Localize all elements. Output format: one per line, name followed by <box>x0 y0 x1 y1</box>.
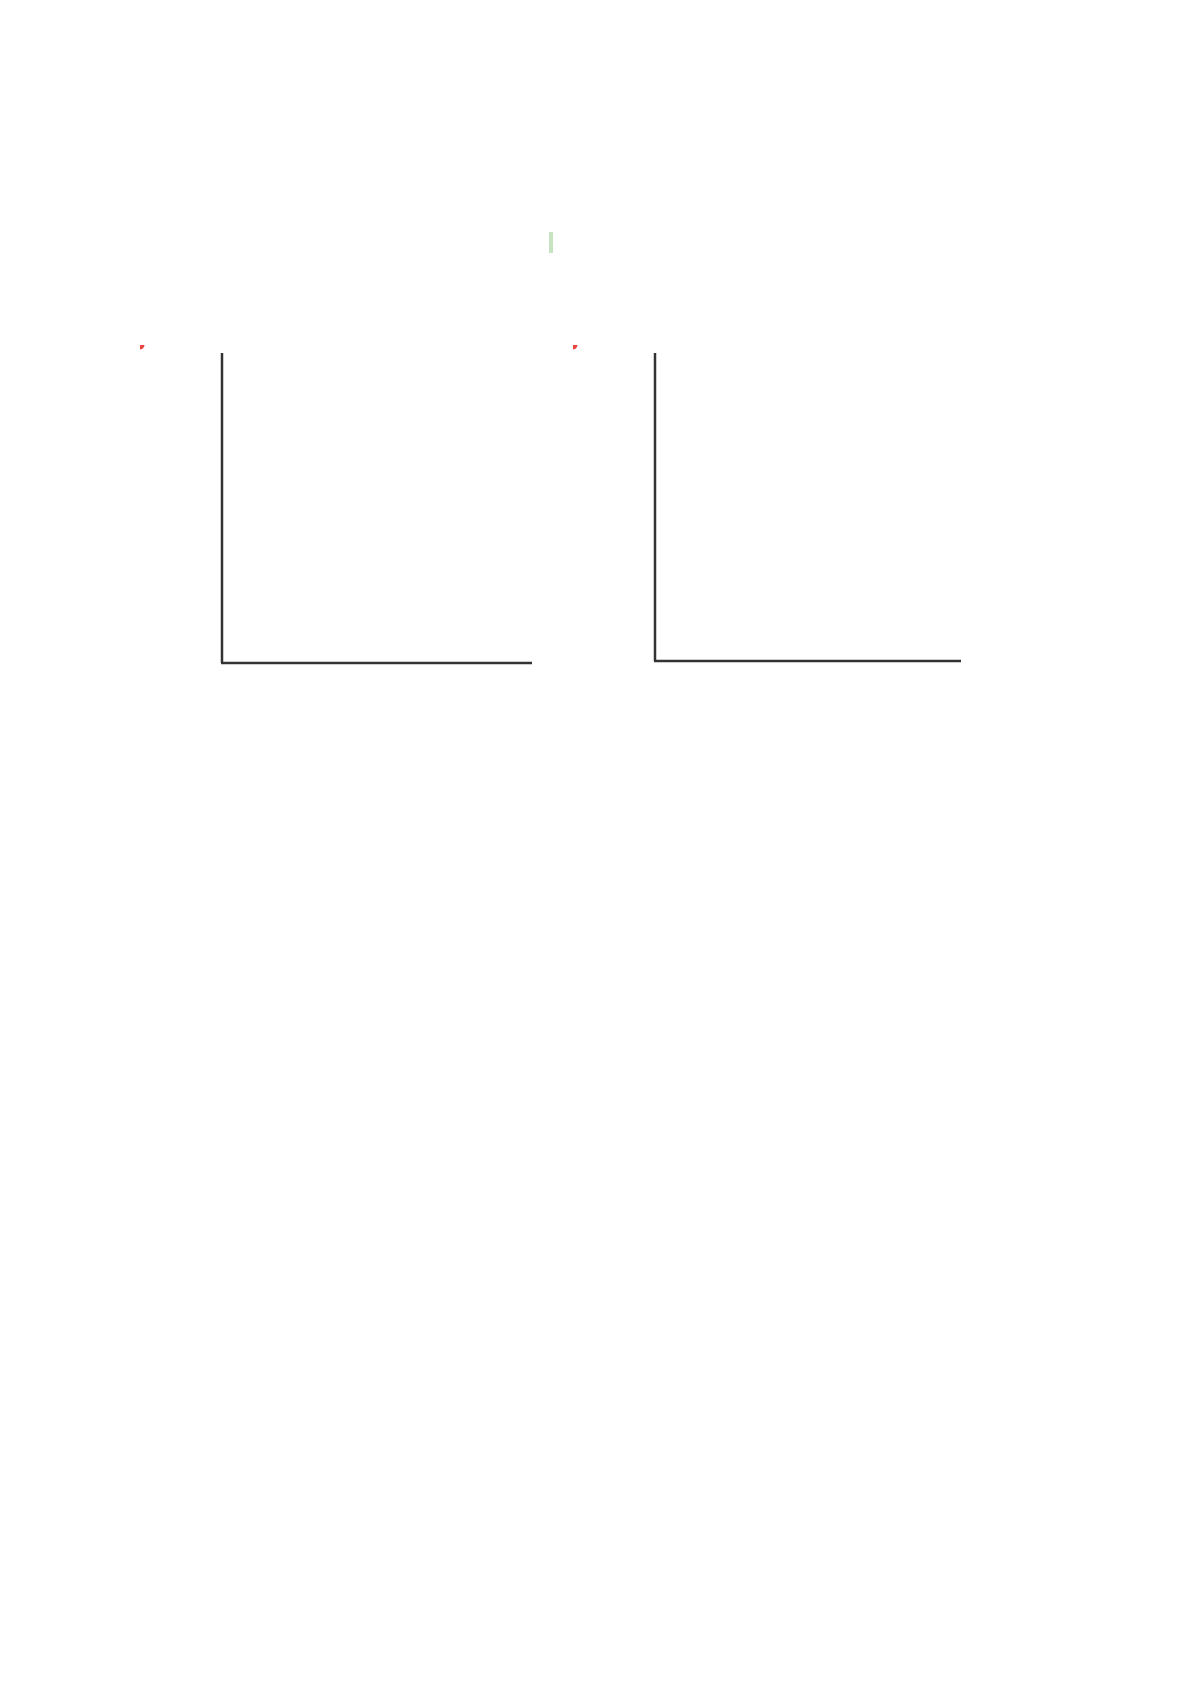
equilibrium-point <box>140 345 145 350</box>
section-heading-text <box>549 232 553 253</box>
equilibrium-point <box>573 345 578 350</box>
foreign-exchange-market-chart <box>573 345 973 715</box>
apple-market-chart <box>140 345 540 715</box>
section-heading <box>0 232 1102 254</box>
